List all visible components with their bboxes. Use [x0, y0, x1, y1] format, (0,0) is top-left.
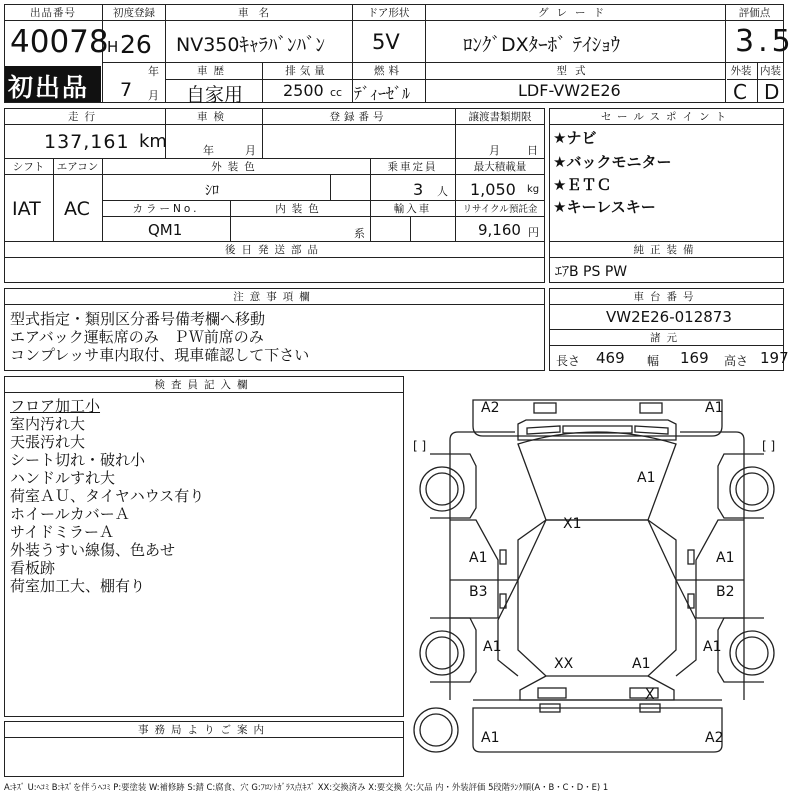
score-label: 評価点 — [738, 7, 771, 19]
mark-hood: A1 — [637, 470, 656, 486]
chassis-number: VW2E26-012873 — [606, 308, 732, 326]
mark-front-right: A1 — [705, 400, 724, 416]
caution-line: 型式指定・類別区分番号備考欄へ移動 — [10, 310, 266, 328]
color-number: QM1 — [148, 221, 183, 239]
inspector-note: 天張汚れ大 — [10, 433, 86, 451]
interior-color-label: 内装色 — [275, 203, 325, 215]
later-parts-label: 後日発送部品 — [225, 244, 324, 256]
displacement: 2500 — [283, 81, 324, 100]
inspector-note: ハンドルすれ大 — [10, 469, 116, 487]
displacement-unit: cc — [330, 86, 343, 99]
mark-right-front-door: A1 — [716, 550, 735, 566]
chassis-label: 車台番号 — [633, 291, 700, 303]
displacement-label: 排気量 — [285, 65, 329, 77]
mark-right-slide: B2 — [716, 584, 735, 600]
grade-label: グレード — [538, 7, 612, 19]
office-label: 事務局よりご案内 — [138, 724, 270, 736]
inspector-note: 外装うすい線傷、色あせ — [10, 541, 176, 559]
mark-left-front-door: A1 — [469, 550, 488, 566]
inspection-year-unit: 年 — [203, 144, 214, 157]
exterior-color-label: 外装色 — [211, 161, 261, 173]
legend: A:ｷｽﾞ U:ﾍｺﾐ B:ｷｽﾞを伴うﾍｺﾐ P:要塗装 W:補修跡 S:錆 C:腐食、穴 G:ﾌﾛﾝﾄｶﾞﾗｽ点ｷｽﾞ XX:交換済み X:要交換 欠:欠品 内・外装評価 5段階ﾗﾝｸ順(A・B・C・D・E) 1 — [4, 782, 609, 792]
mark-rear-right: A2 — [705, 730, 724, 746]
first-listing-text: 初出品 — [8, 73, 90, 102]
height: 197 — [760, 349, 789, 367]
lot-number-label: 出品番号 — [30, 7, 76, 19]
length-label: 長さ — [556, 354, 581, 368]
max-load-unit: kg — [527, 184, 540, 195]
mark-roof: X1 — [563, 516, 582, 532]
transfer-month-unit: 月 — [489, 144, 500, 157]
inspection-label: 車検 — [197, 111, 230, 123]
equipment: ｴｱB PS PW — [555, 264, 628, 280]
width-label: 幅 — [647, 354, 660, 368]
month-unit: 月 — [148, 89, 159, 102]
shift: IAT — [12, 198, 41, 220]
mark-rear-panel: A1 — [632, 656, 651, 672]
recycle-unit: 円 — [528, 226, 539, 239]
first-registration-label: 初度登録 — [113, 7, 155, 19]
grade: ﾛﾝｸﾞDXﾀｰﾎﾞ ﾃｲｼｮｳ — [463, 34, 621, 56]
door-label: ドア形状 — [367, 7, 410, 19]
height-label: 高さ — [724, 354, 749, 368]
max-load-label: 最大積載量 — [473, 161, 527, 173]
equipment-label: 純正装備 — [633, 244, 700, 256]
exterior-label: 外装 — [730, 65, 752, 77]
sales-points-label: セールスポイント — [600, 111, 733, 123]
inspector-note: シート切れ・破れ小 — [10, 451, 146, 469]
model-label: 型式 — [556, 65, 594, 77]
mark-rear-floor: XX — [554, 656, 574, 672]
interior-color-unit: 系 — [354, 227, 365, 240]
score: 3.5 — [735, 24, 795, 59]
inspector-note: フロア加工小 — [10, 397, 101, 415]
mark-rear-bumper: X — [645, 687, 655, 703]
car-name-label: 車名 — [238, 7, 279, 19]
mark-rear-left: A1 — [481, 730, 500, 746]
registration-month: 7 — [120, 79, 133, 101]
specs-label: 諸元 — [650, 332, 683, 344]
mark-left-slide: B3 — [469, 584, 488, 600]
recycle-label: リサイクル預託金 — [462, 204, 538, 215]
registration-number-label: 登録番号 — [329, 111, 388, 123]
ac-label: エアコン — [56, 161, 99, 173]
caution-line: エアバック運転席のみ ＰＷ前席のみ — [10, 328, 264, 346]
mark-right-rear-fender: A1 — [703, 639, 722, 655]
max-load: 1,050 — [470, 180, 516, 199]
fuel: ﾃﾞｨｰｾﾞﾙ — [354, 84, 411, 103]
length: 469 — [596, 349, 625, 367]
era: H — [107, 38, 119, 56]
caution-line: コンプレッサ車内取付、現車確認して下さい — [10, 346, 310, 364]
mileage-label: 走行 — [68, 111, 101, 123]
door-type: 5V — [372, 30, 400, 54]
sales-point: ★キーレスキー — [553, 198, 656, 216]
capacity: 3 — [413, 180, 424, 199]
inspector-note: 荷室ＡＵ、タイヤハウス有り — [10, 487, 205, 505]
shift-label: シフト — [12, 161, 45, 173]
inspection-month-unit: 月 — [245, 144, 256, 157]
interior-label: 内装 — [760, 65, 781, 77]
ac: AC — [64, 198, 90, 220]
history: 自家用 — [186, 84, 244, 106]
lot-number: 40078 — [10, 24, 109, 60]
inspector-note: ホイールカバーＡ — [10, 505, 130, 523]
transfer-deadline-label: 譲渡書類期限 — [468, 111, 532, 123]
bracket-right: [ ] — [762, 439, 776, 453]
inspector-note: 看板跡 — [10, 559, 56, 577]
year-unit: 年 — [148, 65, 159, 78]
registration-year: 26 — [120, 30, 152, 59]
sales-point: ★ＥＴＣ — [553, 176, 612, 194]
import-label: 輸入車 — [393, 203, 432, 215]
mileage: 137,161 — [44, 131, 130, 153]
model: LDF-VW2E26 — [518, 81, 621, 100]
mileage-unit: km — [139, 131, 167, 152]
recycle-deposit: 9,160 — [478, 221, 521, 239]
sales-point: ★バックモニター — [553, 153, 672, 171]
mark-left-rear-fender: A1 — [483, 639, 502, 655]
exterior-grade: C — [733, 80, 747, 104]
fuel-label: 燃料 — [374, 65, 403, 77]
transfer-day-unit: 日 — [527, 144, 538, 157]
inspector-note: 荷室加工大、棚有り — [10, 577, 146, 595]
color-number-label: カラーNo. — [132, 203, 200, 215]
width: 169 — [680, 349, 709, 367]
inspector-note: サイドミラーＡ — [10, 523, 114, 541]
caution-label: 注意事項欄 — [233, 291, 316, 303]
interior-grade: D — [764, 80, 780, 104]
inspector-label: 検査員記入欄 — [154, 379, 254, 391]
sales-point: ★ナビ — [553, 129, 597, 147]
inspector-note: 室内汚れ大 — [10, 415, 86, 433]
capacity-unit: 人 — [437, 185, 448, 198]
exterior-color: ｼﾛ — [205, 183, 219, 199]
history-label: 車歴 — [197, 65, 230, 77]
mark-front-left: A2 — [481, 400, 500, 416]
car-name: NV350ｷｬﾗﾊﾞﾝﾊﾞﾝ — [176, 34, 325, 56]
capacity-label: 乗車定員 — [387, 161, 438, 173]
bracket-left: [ ] — [413, 439, 427, 453]
